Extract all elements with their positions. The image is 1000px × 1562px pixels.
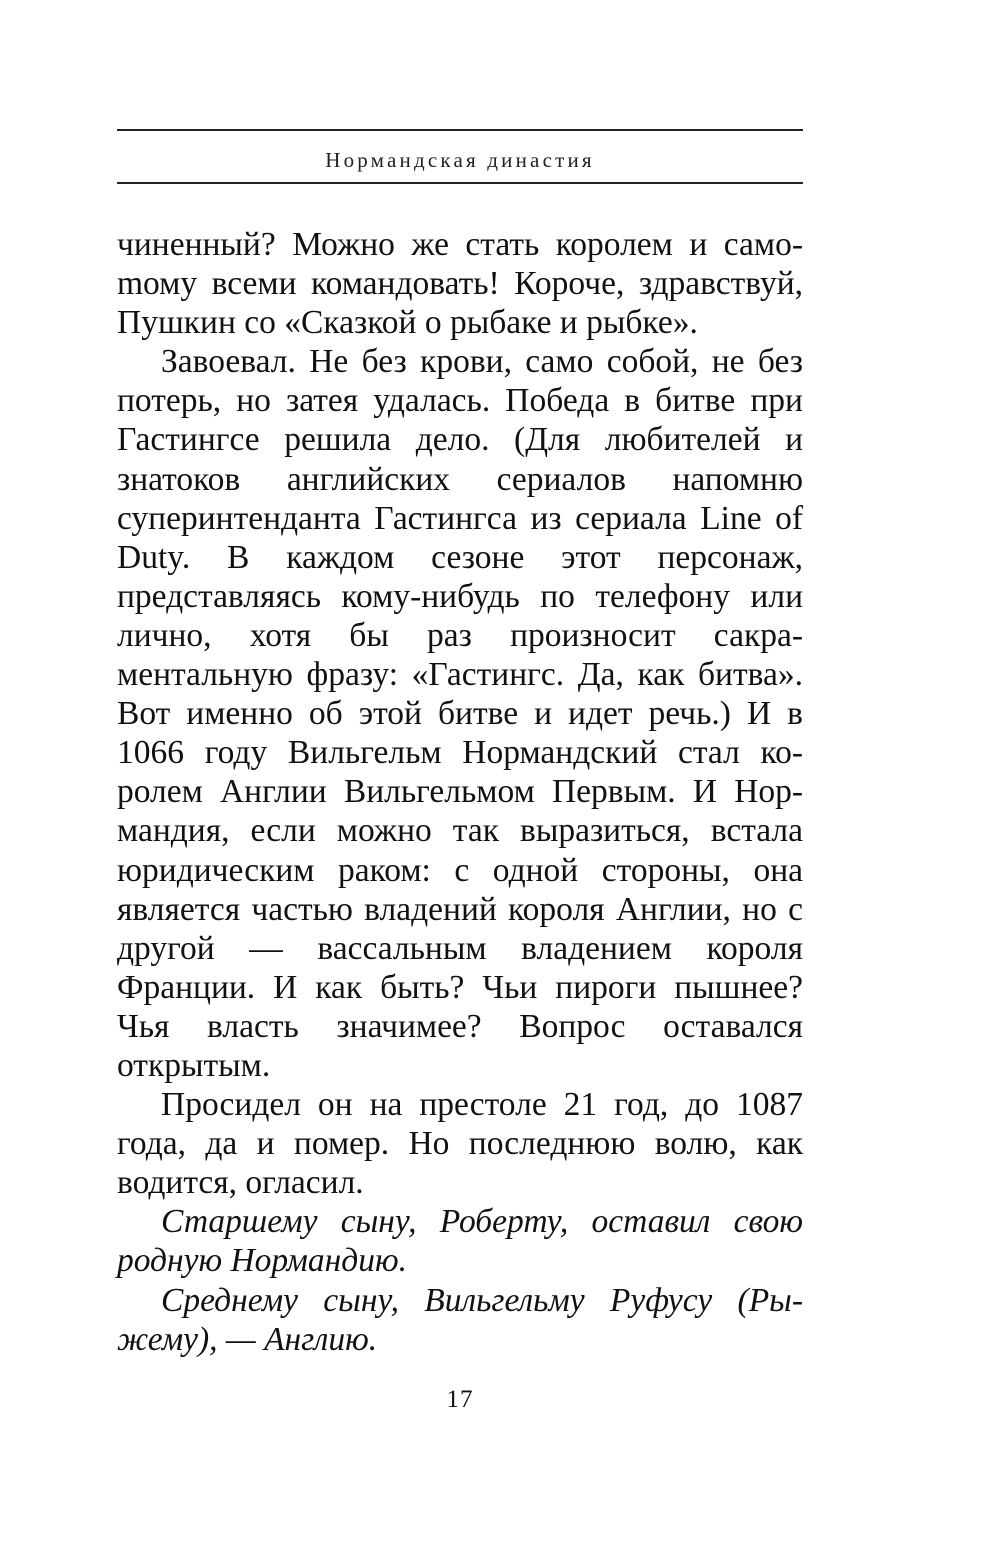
header-bottom-rule [117, 182, 803, 184]
page-number: 17 [446, 1386, 474, 1413]
header-top-rule [117, 129, 803, 131]
paragraph-continuation: чиненный? Можно же стать королем и самоmому всеми командовать! Короче, здравствуй, Пушкин со «Сказкой о рыбаке и рыбке». [117, 226, 803, 342]
italic-paragraph: Старшему сыну, Роберту, оставил свою родную Нормандию. [117, 1203, 803, 1280]
paragraph: Завоевал. Не без крови, само собой, не без потерь, но затея удалась. Победа в битве при Гастингсе решила дело. (Для любителей и знатоков английских сериалов напомню суперинтенданта Гастингса из сериала Line of Duty. В каждом сезоне этот персонаж, представляясь кому-нибудь по телефону или лично, хотя бы раз произносит сакраментальную фразу: «Гастингс. Да, как битва». Вот именно об этой битве и идет речь.) И в 1066 году Вильгельм Нормандский стал королем Англии Вильгельмом Первым. И Нормандия, если можно так выразиться, встала юридическим раком: с одной стороны, она является частью владений короля Англии, но с другой — вассальным владением короля Франции. И как быть? Чьи пироги пышнее? Чья власть значимее? Вопрос оставался открытым. [117, 343, 803, 1084]
italic-paragraph: Среднему сыну, Вильгельму Руфусу (Рыжему), — Англию. [117, 1281, 803, 1358]
paragraph: Просидел он на престоле 21 год, до 1087 года, да и помер. Но последнюю волю, как водится, огласил. [117, 1086, 803, 1202]
body-text [117, 225, 803, 1359]
running-head-title: Нормандская династия [325, 148, 595, 172]
